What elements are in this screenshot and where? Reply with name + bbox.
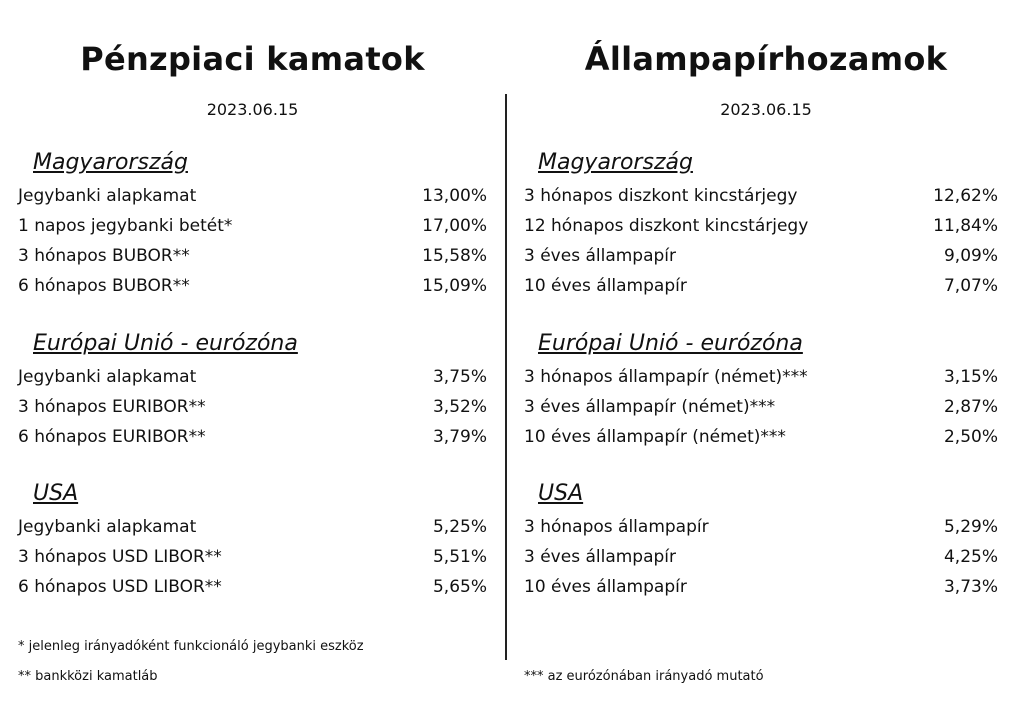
yield-value: 11,84% [933,216,998,236]
yield-row [508,246,1024,276]
yield-label: 3 éves állampapír [524,246,677,266]
money-market-rates-title: Pénzpiaci kamatok [80,40,425,78]
yield-label: 3 éves állampapír (német)*** [524,397,776,417]
column-divider [505,94,507,660]
government-bond-yields-title: Állampapírhozamok [584,40,948,78]
footnote-interbank-rate: ** bankközi kamatláb [18,669,158,684]
yield-value: 9,09% [943,246,998,266]
money-market-rates-date: 2023.06.15 [206,100,299,119]
yield-value: 4,25% [943,547,998,567]
yield-label: 3 éves állampapír [524,547,677,567]
rate-value: 3,79% [432,427,487,447]
rate-value: 17,00% [422,216,487,236]
yield-value: 2,87% [943,397,998,417]
rate-row [0,367,505,397]
rate-label: Jegybanki alapkamat [18,186,197,206]
rate-row [0,427,505,457]
yield-row [508,216,1024,246]
section-heading: USA [33,481,79,506]
rate-label: 3 hónapos USD LIBOR** [18,547,222,567]
rate-row [0,517,505,547]
section-heading: Európai Unió - eurózóna [538,331,803,356]
rate-value: 5,65% [432,577,487,597]
yield-value: 3,73% [943,577,998,597]
rate-value: 5,51% [432,547,487,567]
rate-row [0,186,505,216]
section-heading: USA [538,481,584,506]
rate-row [0,216,505,246]
rate-row [0,577,505,607]
yield-label: 10 éves állampapír [524,577,687,597]
rate-value: 3,75% [432,367,487,387]
yield-row [508,276,1024,306]
yield-row [508,547,1024,577]
section-heading: Magyarország [33,150,188,175]
section-heading: Magyarország [538,150,693,175]
yield-row [508,427,1024,457]
rate-label: 1 napos jegybanki betét* [18,216,233,236]
yield-label: 10 éves állampapír [524,276,687,296]
yield-row [508,186,1024,216]
yield-value: 5,29% [943,517,998,537]
rate-label: 3 hónapos EURIBOR** [18,397,206,417]
yield-row [508,397,1024,427]
rate-label: Jegybanki alapkamat [18,517,197,537]
rate-value: 15,58% [422,246,487,266]
yield-row [508,517,1024,547]
yield-value: 12,62% [933,186,998,206]
yield-label: 3 hónapos állampapír [524,517,709,537]
government-bond-yields-date: 2023.06.15 [720,100,812,119]
rate-label: 6 hónapos BUBOR** [18,276,190,296]
yield-value: 7,07% [943,276,998,296]
yield-label: 3 hónapos diszkont kincstárjegy [524,186,798,206]
yield-label: 3 hónapos állampapír (német)*** [524,367,808,387]
yield-value: 2,50% [943,427,998,447]
footnote-central-bank-instrument: * jelenleg irányadóként funkcionáló jegybanki eszköz [18,639,364,654]
section-heading: Európai Unió - eurózóna [33,331,298,356]
yield-row [508,577,1024,607]
rate-row [0,397,505,427]
rate-label: 3 hónapos BUBOR** [18,246,190,266]
rate-value: 15,09% [422,276,487,296]
yield-value: 3,15% [943,367,998,387]
rate-label: 6 hónapos EURIBOR** [18,427,206,447]
rate-row [0,246,505,276]
rate-label: 6 hónapos USD LIBOR** [18,577,222,597]
rate-value: 5,25% [432,517,487,537]
footnote-eurozone-benchmark: *** az eurózónában irányadó mutató [524,669,764,684]
rate-row [0,547,505,577]
rate-value: 3,52% [432,397,487,417]
yield-row [508,367,1024,397]
yield-label: 12 hónapos diszkont kincstárjegy [524,216,809,236]
rate-label: Jegybanki alapkamat [18,367,197,387]
rate-row [0,276,505,306]
yield-label: 10 éves állampapír (német)*** [524,427,786,447]
rate-value: 13,00% [422,186,487,206]
